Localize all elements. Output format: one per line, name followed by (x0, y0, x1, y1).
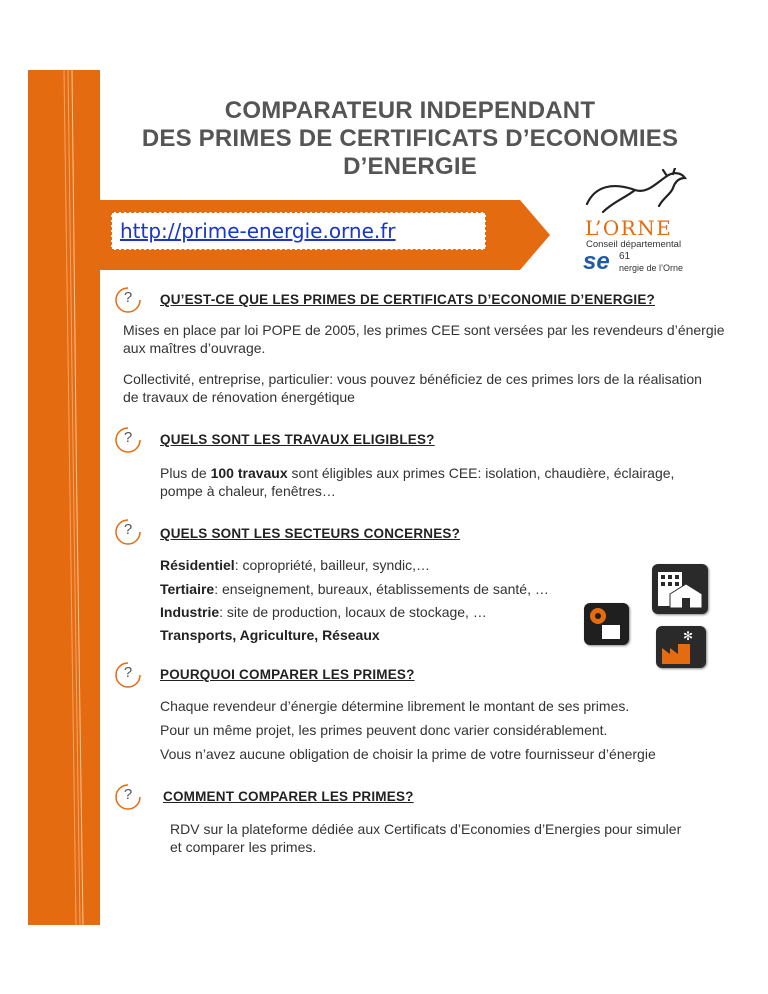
paragraph-eligible-works (160, 464, 700, 500)
sector-transports-name: Transports, Agriculture, Réseaux (160, 627, 380, 643)
eligible-count: 100 travaux (210, 465, 288, 481)
sector-tertiary-name: Tertiaire (160, 581, 215, 597)
why-compare-line-3: Vous n’avez aucune obligation de choisir la prime de votre fournisseur d’énergie (160, 746, 656, 762)
section-heading-how-compare: COMMENT COMPARER LES PRIMES? (163, 789, 414, 804)
sector-residential-desc: : copropriété, bailleur, syndic,… (234, 557, 431, 573)
sector-industry-name: Industrie (160, 604, 220, 620)
sector-industry (160, 604, 487, 620)
why-compare-line-1: Chaque revendeur d’énergie détermine librement le montant de ses primes. (160, 698, 630, 714)
question-mark: ? (123, 521, 133, 538)
website-link[interactable]: http://prime-energie.orne.fr (120, 219, 396, 243)
url-box (111, 212, 486, 250)
sector-transports (160, 627, 380, 643)
sector-industry-desc: : site de production, locaux de stockage, … (219, 604, 487, 620)
section-heading-sectors: QUELS SONT LES SECTEURS CONCERNES? (160, 526, 461, 541)
stripe-lines (28, 70, 100, 925)
se61-logo-mark: se (583, 248, 610, 275)
svg-text:✻: ✻ (683, 629, 694, 643)
section-heading-eligible-works: QUELS SONT LES TRAVAUX ELIGIBLES? (160, 432, 435, 447)
question-mark: ? (123, 786, 133, 803)
question-mark: ? (123, 664, 133, 681)
question-mark: ? (123, 429, 133, 446)
industry-gear-icon (584, 603, 629, 645)
se61-text: nergie de l’Orne (619, 263, 684, 273)
eligible-pre: Plus de (160, 465, 211, 481)
se61-number: 61 (619, 251, 631, 262)
question-icon (115, 519, 145, 545)
title-line-2: DES PRIMES DE CERTIFICATS D’ECONOMIES (141, 125, 679, 152)
eligible-post: sont éligibles aux primes CEE: isolation, chaudière, éclairage, pompe à chaleur, fenêtres… (160, 465, 675, 499)
question-icon (115, 784, 145, 810)
logo-dept-text: Conseil départemental (586, 239, 682, 250)
horse-icon (583, 168, 693, 218)
sector-tertiary-desc: : enseignement, bureaux, établissements de santé, … (214, 581, 549, 597)
sector-tertiary (160, 581, 549, 597)
logo-orne-text: L’ORNE (585, 216, 673, 240)
sector-residential-name: Résidentiel (160, 557, 235, 573)
section-heading-what-are-cee: QU’EST-CE QUE LES PRIMES DE CERTIFICATS D’ECONOMIE D’ENERGIE? (160, 292, 655, 307)
title-line-1: COMPARATEUR INDEPENDANT (224, 97, 596, 124)
question-icon (115, 287, 145, 313)
orne-logo (583, 168, 713, 280)
paragraph-how-compare: RDV sur la plateforme dédiée aux Certificats d’Economies d’Energies pour simuler et comparer les primes. (170, 821, 682, 855)
paragraph-beneficiaries: Collectivité, entreprise, particulier: vous pouvez bénéficiez de ces primes lors de la réalisation de travaux de rénovation énergétique (123, 371, 702, 405)
question-icon (115, 662, 145, 688)
question-icon (115, 427, 145, 453)
sector-residential (160, 557, 430, 573)
title-line-3: D’ENERGIE (343, 153, 477, 180)
industry-factory-icon (656, 626, 706, 668)
why-compare-line-2: Pour un même projet, les primes peuvent donc varier considérablement. (160, 722, 608, 738)
decorative-stripe (28, 70, 100, 925)
section-heading-why-compare: POURQUOI COMPARER LES PRIMES? (160, 667, 415, 682)
tertiary-building-icon (652, 564, 708, 614)
paragraph-cee-definition: Mises en place par loi POPE de 2005, les primes CEE sont versées par les revendeurs d’énergie aux maîtres d’ouvrage. (123, 322, 725, 356)
question-mark: ? (123, 289, 133, 306)
